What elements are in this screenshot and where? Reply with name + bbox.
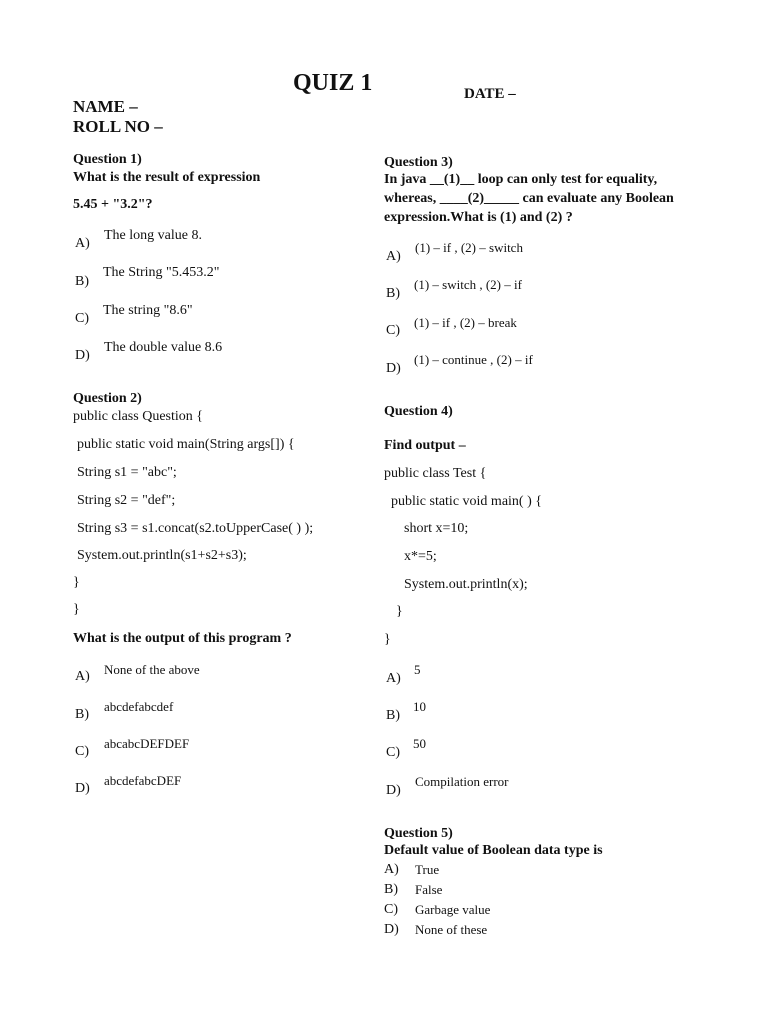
- q2-option-b-letter: B): [75, 707, 89, 722]
- q2-option-c-letter: C): [75, 744, 89, 759]
- q5-option-b-text: False: [415, 882, 443, 897]
- roll-no-label: ROLL NO –: [73, 117, 163, 136]
- q2-option-d-text: abcdefabcDEF: [104, 773, 182, 788]
- question-3-label: Question 3): [384, 155, 453, 170]
- q4-option-c-letter: C): [386, 745, 400, 760]
- q4-code-line: }: [396, 604, 403, 619]
- q3-option-b-text: (1) – switch , (2) – if: [414, 277, 522, 292]
- q5-option-c-letter: C): [384, 902, 398, 917]
- q4-option-d-text: Compilation error: [415, 774, 509, 789]
- q4-code-line: }: [384, 632, 391, 647]
- q3-option-c-letter: C): [386, 323, 400, 338]
- q2-code-line: System.out.println(s1+s2+s3);: [77, 548, 247, 563]
- question-3-text-line: In java __(1)__ loop can only test for equality,: [384, 172, 658, 187]
- q5-option-c-text: Garbage value: [415, 902, 491, 917]
- q4-option-d-letter: D): [386, 783, 401, 798]
- q1-option-b-text: The String "5.453.2": [103, 265, 220, 280]
- q1-option-a-text: The long value 8.: [104, 228, 202, 243]
- q1-option-c-text: The string "8.6": [103, 303, 193, 318]
- question-4-label: Question 4): [384, 404, 453, 419]
- question-1-text: What is the result of expression: [73, 170, 261, 185]
- q1-option-c-letter: C): [75, 311, 89, 326]
- q2-code-line: }: [73, 575, 80, 590]
- q3-option-c-text: (1) – if , (2) – break: [414, 315, 517, 330]
- q2-option-b-text: abcdefabcdef: [104, 699, 174, 714]
- q4-code-line: public static void main( ) {: [391, 494, 542, 509]
- question-5-text: Default value of Boolean data type is: [384, 843, 603, 858]
- q5-option-b-letter: B): [384, 882, 398, 897]
- q2-code-line: public class Question {: [73, 409, 203, 424]
- name-label: NAME –: [73, 97, 138, 116]
- question-1-expression: 5.45 + "3.2"?: [73, 197, 153, 212]
- q2-option-a-letter: A): [75, 669, 90, 684]
- q3-option-d-text: (1) – continue , (2) – if: [414, 352, 533, 367]
- q3-option-a-text: (1) – if , (2) – switch: [415, 240, 523, 255]
- q3-option-d-letter: D): [386, 361, 401, 376]
- question-5-label: Question 5): [384, 826, 453, 841]
- q4-code-line: x*=5;: [404, 549, 437, 564]
- q1-option-b-letter: B): [75, 274, 89, 289]
- q2-option-d-letter: D): [75, 781, 90, 796]
- q4-option-c-text: 50: [413, 736, 426, 751]
- q5-option-d-text: None of these: [415, 922, 488, 937]
- q4-option-b-letter: B): [386, 708, 400, 723]
- q2-code-line: String s2 = "def";: [77, 493, 176, 508]
- q2-code-line: public static void main(String args[]) {: [77, 437, 295, 452]
- date-label: DATE –: [464, 86, 516, 102]
- question-3-text-line: whereas, ____(2)_____ can evaluate any Boolean: [384, 191, 674, 206]
- q1-option-d-letter: D): [75, 348, 90, 363]
- q2-option-c-text: abcabcDEFDEF: [104, 736, 190, 751]
- question-2-prompt: What is the output of this program ?: [73, 631, 292, 646]
- question-1-label: Question 1): [73, 152, 142, 167]
- q1-option-d-text: The double value 8.6: [104, 340, 223, 355]
- q4-code-line: System.out.println(x);: [404, 577, 528, 592]
- question-2-label: Question 2): [73, 391, 142, 406]
- question-4-prompt: Find output –: [384, 438, 466, 453]
- q3-option-b-letter: B): [386, 286, 400, 301]
- q4-code-line: short x=10;: [404, 521, 469, 536]
- q3-option-a-letter: A): [386, 249, 401, 264]
- q1-option-a-letter: A): [75, 236, 90, 251]
- question-3-text-line: expression.What is (1) and (2) ?: [384, 210, 573, 225]
- q5-option-a-text: True: [415, 862, 440, 877]
- q4-option-a-text: 5: [414, 662, 421, 677]
- q5-option-a-letter: A): [384, 862, 399, 877]
- q2-option-a-text: None of the above: [104, 662, 200, 677]
- q2-code-line: }: [73, 602, 80, 617]
- q2-code-line: String s3 = s1.concat(s2.toUpperCase( ) );: [77, 521, 314, 536]
- q5-option-d-letter: D): [384, 922, 399, 937]
- q4-option-b-text: 10: [413, 699, 426, 714]
- q2-code-line: String s1 = "abc";: [77, 465, 177, 480]
- q4-option-a-letter: A): [386, 671, 401, 686]
- quiz-title: QUIZ 1: [293, 70, 373, 96]
- q4-code-line: public class Test {: [384, 466, 487, 481]
